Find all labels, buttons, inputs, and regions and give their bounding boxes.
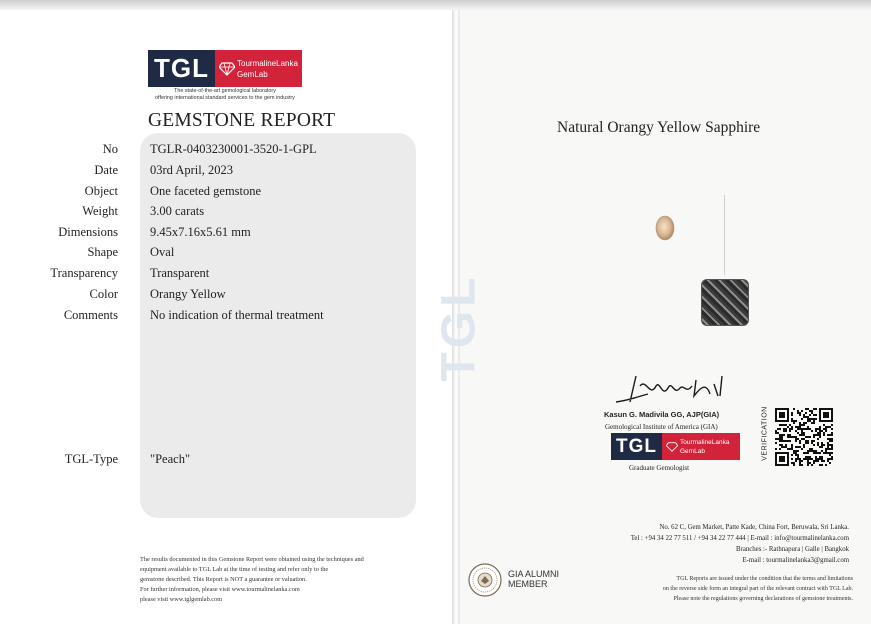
field-label-date: Date [94, 163, 118, 177]
diamond-icon [219, 62, 235, 76]
legal-line: TGL Reports are issued under the condition that the terms and limitations [676, 576, 853, 582]
field-value-date: 03rd April, 2023 [150, 163, 233, 177]
field-value-comments: No indication of thermal treatment [150, 308, 324, 322]
contact-address: No. 62 C, Gem Market, Patte Kade, China Fort, Beruwala, Sri Lanka. [659, 524, 849, 531]
field-label-object: Object [84, 184, 118, 198]
disclaimer-line: gemstone described. This Report is NOT a guarantee or valuation. [140, 576, 307, 583]
legal-block [663, 574, 853, 604]
gem-name: Natural Orangy Yellow Sapphire [557, 119, 761, 136]
contact-branches: Branches :- Rathnapura | Galle | Bangkok [736, 546, 849, 553]
gia-seal-icon [468, 563, 502, 602]
gia-line1: GIA ALUMNI [508, 569, 560, 579]
logo-mark-small: TGL [611, 433, 662, 460]
signatory-institute: Gemological Institute of America (GIA) [605, 423, 718, 431]
gem-photo [655, 215, 675, 246]
field-label-comments: Comments [63, 308, 118, 322]
legal-line: Please note the regulations governing declarations of gemstone treatments. [673, 596, 853, 602]
tgl-type-value: "Peach" [150, 452, 191, 466]
legal-line: on the reverse side form an integral part of the relevant contract with TGL Lab. [662, 586, 853, 592]
disclaimer-line: equipment available to TGL Lab at the time of testing and refer only to the [140, 566, 329, 573]
field-value-no: TGLR-0403230001-3520-1-GPL [150, 142, 317, 156]
logo-name-line1: TourmalineLanka [237, 58, 298, 68]
logo-name-line2: GemLab [237, 69, 268, 79]
signatory-name: Kasun G. Madivila GG, AJP(GIA) [604, 410, 720, 419]
field-label-color: Color [89, 287, 118, 301]
watermark: TGL [432, 273, 486, 382]
field-label-dimensions: Dimensions [58, 225, 118, 239]
field-value-dimensions: 9.45x7.16x5.61 mm [150, 225, 251, 239]
logo-name-small-line1: TourmalineLanka [680, 438, 730, 446]
photo-divider [724, 195, 725, 275]
field-label-no: No [102, 142, 118, 156]
field-label-transparency: Transparency [50, 266, 118, 280]
qr-code [775, 408, 833, 471]
verification-label: VERIFICATION [761, 406, 769, 461]
logo-tagline-1: The state-of-the-art gemological laboratory [174, 88, 276, 94]
logo-mark: TGL [148, 50, 215, 87]
disclaimer-line: The results documented in this Gemstone Report were obtained using the techniques and [140, 556, 364, 563]
contact-phone: Tel : +94 34 22 77 511 / +94 34 22 77 444 | E-mail : info@tourmalinelanka.com [630, 535, 849, 542]
field-label-weight: Weight [82, 204, 118, 218]
report-title: GEMSTONE REPORT [148, 110, 336, 131]
field-value-color: Orangy Yellow [150, 287, 226, 301]
logo-name-small [662, 433, 740, 460]
gia-line2: MEMBER [508, 579, 548, 589]
gia-badge-text [508, 569, 559, 589]
contact-block [631, 522, 849, 566]
tgl-logo-small [611, 433, 740, 460]
tgl-logo [148, 50, 302, 102]
field-value-weight: 3.00 carats [150, 204, 205, 218]
diamond-icon [666, 442, 678, 452]
disclaimer [140, 555, 364, 605]
disclaimer-line: please visit www.tglgemlab.com [140, 596, 223, 603]
hologram-sticker [701, 279, 749, 326]
contact-email: E-mail : tourmalinelanka3@gmail.com [742, 557, 849, 564]
field-value-transparency: Transparent [150, 266, 210, 280]
top-edge-shadow [0, 0, 871, 10]
logo-name-small-line2: GemLab [680, 447, 705, 455]
signature [610, 372, 730, 408]
field-label-shape: Shape [87, 245, 118, 259]
signature-text [610, 372, 614, 373]
logo-name [215, 50, 302, 87]
field-value-object: One faceted gemstone [150, 184, 262, 198]
field-value-shape: Oval [150, 245, 175, 259]
signatory-title: Graduate Gemologist [629, 464, 690, 472]
tgl-type-label: TGL-Type [64, 452, 118, 466]
logo-tagline-2: offering international standard services to the gem industry [155, 94, 295, 101]
disclaimer-line: For further information, please visit www.tourmalinelanka.com [140, 586, 300, 593]
